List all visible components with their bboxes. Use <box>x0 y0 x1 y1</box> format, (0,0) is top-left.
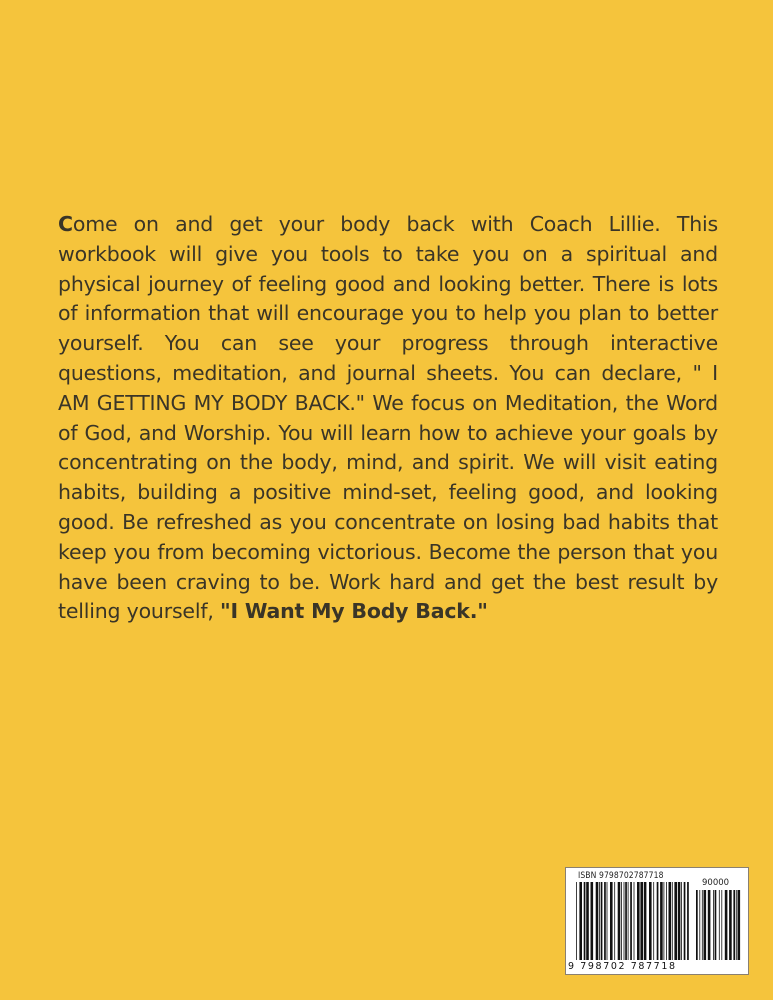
barcode-addon-bars-icon <box>696 890 742 960</box>
price-code: 90000 <box>702 878 730 888</box>
barcode-digits: 9 798702 787718 <box>568 961 677 972</box>
isbn-label: ISBN 9798702787718 <box>578 871 664 881</box>
isbn-barcode <box>565 867 749 975</box>
blurb-body: ome on and get your body back with Coach Lillie. This workbook will give you tools to take you on a spiritual and physical journey of feeling good and looking better. There is lots of information that will encourage you to help you plan to better yourself. You can see your progress through interactive questions, meditation, and journal sheets. You can declare, " I AM GETTING MY BODY BACK." We focus on Meditation, the Word of God, and Worship. You will learn how to achieve your goals by concentrating on the body, mind, and spirit. We will visit eating habits, building a positive mind-set, feeling good, and looking good. Be refreshed as you concentrate on losing bad habits that keep you from becoming victorious. Become the person that you have been craving to be. Work hard and get the best result by telling yourself, <box>58 212 718 624</box>
barcode-bars-icon <box>576 882 689 960</box>
cover-blurb <box>58 210 718 627</box>
blurb-closing-phrase: "I Want My Body Back." <box>220 599 488 624</box>
blurb-first-letter: C <box>58 212 73 236</box>
